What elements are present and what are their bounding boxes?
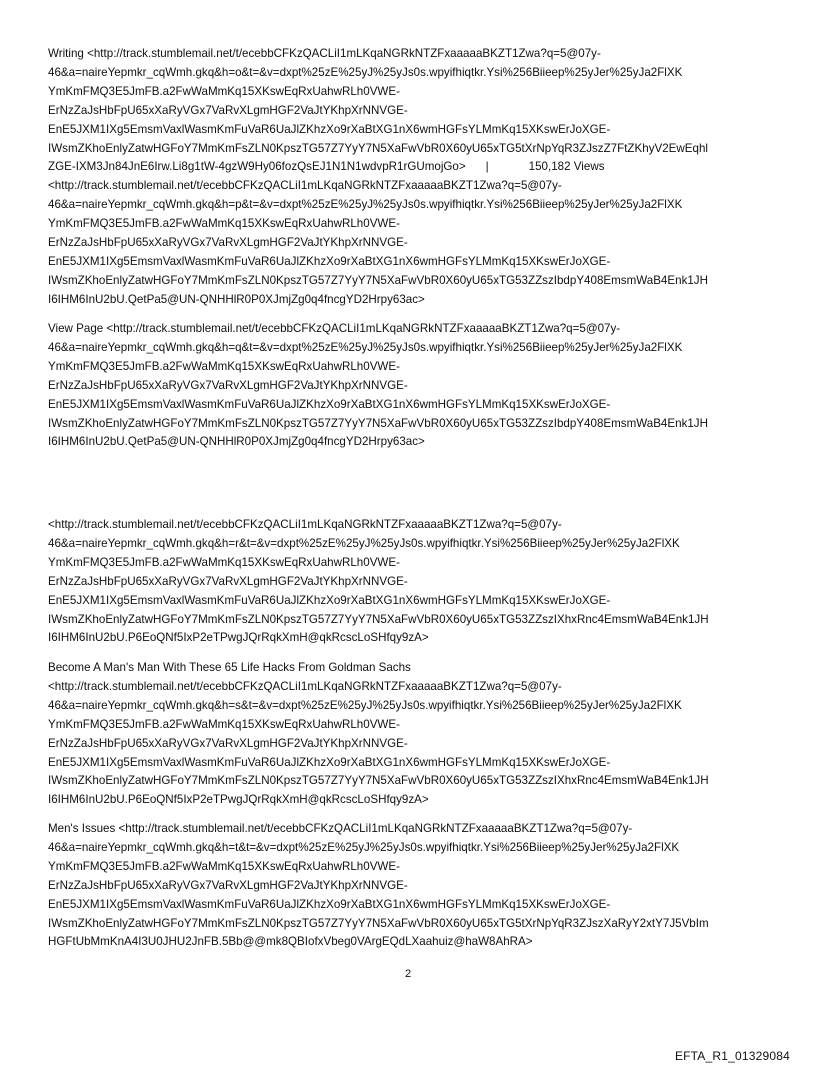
text-line: IWsmZKhoEnlyZatwHGFoY7MmKmFsZLN0KpszTG57Z7YyY7N5XaFwVbR0X60yU65xTG53ZZszIXhxRnc4EmsmWaB4Enk1JH (48, 612, 709, 626)
text-line: ErNzZaJsHbFpU65xXaRyVGx7VaRvXLgmHGF2VaJtYKhpXrNNVGE- (48, 574, 408, 588)
text-line: YmKmFMQ3E5JmFB.a2FwWaMmKq15XKswEqRxUahwRLh0VWE- (48, 217, 400, 231)
text-line: YmKmFMQ3E5JmFB.a2FwWaMmKq15XKswEqRxUahwRLh0VWE- (48, 859, 400, 873)
text-line: YmKmFMQ3E5JmFB.a2FwWaMmKq15XKswEqRxUahwRLh0VWE- (48, 717, 400, 731)
text-line: 46&a=naireYepmkr_cqWmh.gkq&h=p&t=&v=dxpt%25zE%25yJ%25yJs0s.wpyifhiqtkr.Ysi%256Biieep%25yJer%25yJa2FlXK (48, 198, 683, 212)
text-line: 46&a=naireYepmkr_cqWmh.gkq&h=t&t=&v=dxpt%25zE%25yJ%25yJs0s.wpyifhiqtkr.Ysi%256Biieep%25yJer%25yJa2FlXK (48, 840, 680, 854)
views-separator: | (485, 160, 489, 174)
text-line: HGFtUbMmKnA4I3U0JHU2JnFB.5Bb@@mk8QBIofxVbeg0VArgEQdLXaahuiz@haW8AhRA> (48, 935, 533, 949)
text-line: EnE5JXM1IXg5EmsmVaxlWasmKmFuVaR6UaJlZKhzXo9rXaBtXG1nX6wmHGFsYLMmKq15XKswErJoXGE- (48, 254, 611, 268)
text-line: ErNzZaJsHbFpU65xXaRyVGx7VaRvXLgmHGF2VaJtYKhpXrNNVGE- (48, 103, 408, 117)
text-line: ErNzZaJsHbFpU65xXaRyVGx7VaRvXLgmHGF2VaJtYKhpXrNNVGE- (48, 736, 408, 750)
views-count: 150,182 Views (528, 160, 605, 174)
text-line: EnE5JXM1IXg5EmsmVaxlWasmKmFuVaR6UaJlZKhzXo9rXaBtXG1nX6wmHGFsYLMmKq15XKswErJoXGE- (48, 897, 611, 911)
text-line: YmKmFMQ3E5JmFB.a2FwWaMmKq15XKswEqRxUahwRLh0VWE- (48, 359, 400, 373)
text-line: ErNzZaJsHbFpU65xXaRyVGx7VaRvXLgmHGF2VaJtYKhpXrNNVGE- (48, 878, 408, 892)
text-line: IWsmZKhoEnlyZatwHGFoY7MmKmFsZLN0KpszTG57Z7YyY7N5XaFwVbR0X60yU65xTG5tXrNpYqR3ZJszXaRyY2xtY7J5VbIm (48, 916, 709, 930)
text-line: IWsmZKhoEnlyZatwHGFoY7MmKmFsZLN0KpszTG57Z7YyY7N5XaFwVbR0X60yU65xTG53ZZszIbdpY408EmsmWaB4Enk1JH (48, 416, 708, 430)
text-line: 46&a=naireYepmkr_cqWmh.gkq&h=r&t=&v=dxpt%25zE%25yJ%25yJs0s.wpyifhiqtkr.Ysi%256Biieep%25yJer%25yJa2FlXK (48, 536, 680, 550)
text-line: <http://track.stumblemail.net/t/ecebbCFKzQACLiI1mLKqaNGRkNTZFxaaaaaBKZT1Zwa?q=5@07y- (48, 679, 562, 693)
text-line: I6IHM6InU2bU.QetPa5@UN-QNHHlR0P0XJmjZg0q4fncgYD2Hrpy63ac> (48, 435, 425, 449)
text-line: I6IHM6InU2bU.P6EoQNf5IxP2eTPwgJQrRqkXmH@qkRcscLoSHfqy9zA> (48, 793, 429, 807)
text-line: I6IHM6InU2bU.P6EoQNf5IxP2eTPwgJQrRqkXmH@qkRcscLoSHfqy9zA> (48, 631, 429, 645)
text-line: ErNzZaJsHbFpU65xXaRyVGx7VaRvXLgmHGF2VaJtYKhpXrNNVGE- (48, 236, 408, 250)
document-id-footer: EFTA_R1_01329084 (674, 1049, 790, 1063)
article-title: Become A Man's Man With These 65 Life Hacks From Goldman Sachs (48, 661, 411, 674)
mens-issues-link-paragraph[interactable] (48, 820, 778, 952)
text-line: I6IHM6InU2bU.QetPa5@UN-QNHHlR0P0XJmjZg0q4fncgYD2Hrpy63ac> (48, 292, 425, 306)
text-line: <http://track.stumblemail.net/t/ecebbCFKzQACLiI1mLKqaNGRkNTZFxaaaaaBKZT1Zwa?q=5@07y- (48, 179, 562, 193)
text-line-segment: ZGE-IXM3Jn84JnE6Irw.Li8g1tW-4gzW9Hy06fozQsEJ1N1N1wdvpR1rGUmojGo> (48, 160, 466, 174)
text-line: YmKmFMQ3E5JmFB.a2FwWaMmKq15XKswEqRxUahwRLh0VWE- (48, 84, 400, 98)
text-line: EnE5JXM1IXg5EmsmVaxlWasmKmFuVaR6UaJlZKhzXo9rXaBtXG1nX6wmHGFsYLMmKq15XKswErJoXGE- (48, 122, 611, 136)
text-line: EnE5JXM1IXg5EmsmVaxlWasmKmFuVaR6UaJlZKhzXo9rXaBtXG1nX6wmHGFsYLMmKq15XKswErJoXGE- (48, 755, 611, 769)
text-line: IWsmZKhoEnlyZatwHGFoY7MmKmFsZLN0KpszTG57Z7YyY7N5XaFwVbR0X60yU65xTG53ZZszIbdpY408EmsmWaB4Enk1JH (48, 273, 708, 287)
text-line: YmKmFMQ3E5JmFB.a2FwWaMmKq15XKswEqRxUahwRLh0VWE- (48, 555, 400, 569)
text-line-with-views (48, 158, 778, 177)
writing-link-paragraph[interactable] (48, 45, 778, 310)
view-page-link-paragraph[interactable] (48, 320, 778, 452)
text-line: 46&a=naireYepmkr_cqWmh.gkq&h=s&t=&v=dxpt%25zE%25yJ%25yJs0s.wpyifhiqtkr.Ysi%256Biieep%25yJer%25yJa2FlXK (48, 698, 682, 712)
text-line: View Page <http://track.stumblemail.net/t/ecebbCFKzQACLiI1mLKqaNGRkNTZFxaaaaaBKZT1Zwa?q=5@07y- (48, 322, 621, 335)
text-line: Men's Issues <http://track.stumblemail.net/t/ecebbCFKzQACLiI1mLKqaNGRkNTZFxaaaaaBKZT1Zwa?q=5@07y- (48, 822, 633, 835)
text-line: Writing <http://track.stumblemail.net/t/ecebbCFKzQACLiI1mLKqaNGRkNTZFxaaaaaBKZT1Zwa?q=5@07y- (48, 47, 601, 60)
text-line: <http://track.stumblemail.net/t/ecebbCFKzQACLiI1mLKqaNGRkNTZFxaaaaaBKZT1Zwa?q=5@07y- (48, 518, 562, 531)
text-line: 46&a=naireYepmkr_cqWmh.gkq&h=o&t=&v=dxpt%25zE%25yJ%25yJs0s.wpyifhiqtkr.Ysi%256Biieep%25yJer%25yJa2FlXK (48, 65, 683, 79)
text-line: EnE5JXM1IXg5EmsmVaxlWasmKmFuVaR6UaJlZKhzXo9rXaBtXG1nX6wmHGFsYLMmKq15XKswErJoXGE- (48, 397, 611, 411)
text-line: ErNzZaJsHbFpU65xXaRyVGx7VaRvXLgmHGF2VaJtYKhpXrNNVGE- (48, 378, 408, 392)
text-line: 46&a=naireYepmkr_cqWmh.gkq&h=q&t=&v=dxpt%25zE%25yJ%25yJs0s.wpyifhiqtkr.Ysi%256Biieep%25yJer%25yJa2FlXK (48, 340, 683, 354)
text-line: EnE5JXM1IXg5EmsmVaxlWasmKmFuVaR6UaJlZKhzXo9rXaBtXG1nX6wmHGFsYLMmKq15XKswErJoXGE- (48, 593, 611, 607)
article-link-paragraph[interactable] (48, 659, 778, 810)
image-link-paragraph[interactable] (48, 516, 778, 648)
page-number: 2 (404, 968, 412, 980)
text-line: IWsmZKhoEnlyZatwHGFoY7MmKmFsZLN0KpszTG57Z7YyY7N5XaFwVbR0X60yU65xTG53ZZszIXhxRnc4EmsmWaB4Enk1JH (48, 774, 709, 788)
text-line: IWsmZKhoEnlyZatwHGFoY7MmKmFsZLN0KpszTG57Z7YyY7N5XaFwVbR0X60yU65xTG5tXrNpYqR3ZJszZ7FtZKhyV2EwEqhl (48, 141, 708, 155)
